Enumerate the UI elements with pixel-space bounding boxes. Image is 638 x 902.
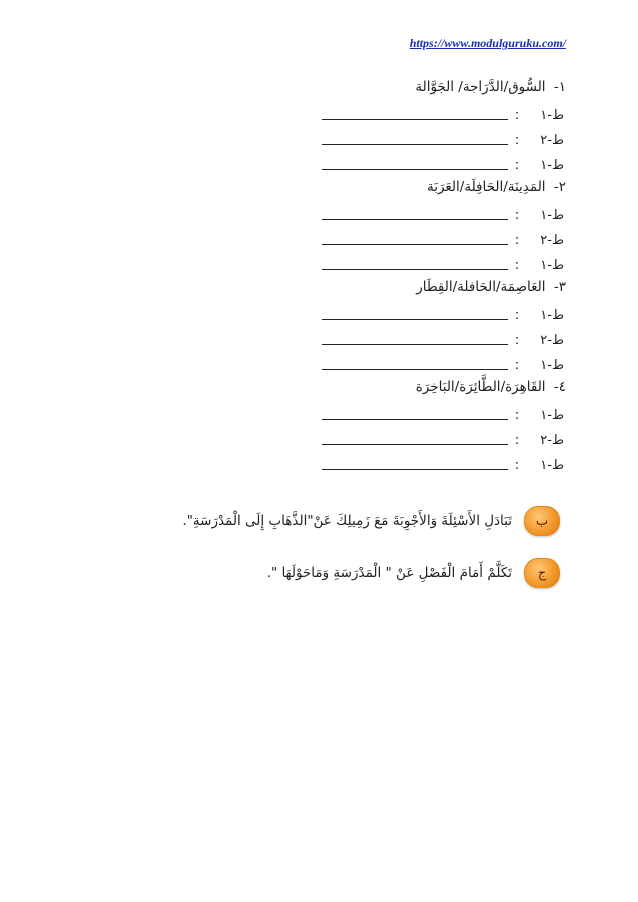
question-group-1 [290,76,568,173]
answer-colon: : [514,258,520,273]
answer-blank-line[interactable] [322,430,508,445]
answer-blank-line[interactable] [322,255,508,270]
answer-blank-line[interactable] [322,230,508,245]
question-group-3 [290,276,568,373]
question-number: ٣- [553,279,566,295]
answer-label: ط-١ [540,358,564,373]
answer-blank-line[interactable] [322,330,508,345]
answer-blank-line[interactable] [322,305,508,320]
question-group-4 [290,376,568,473]
question-group-2 [290,176,568,273]
task-badge-j: ج [524,558,560,588]
answer-label: ط-١ [540,258,564,273]
task-b [182,506,560,536]
answer-colon: : [514,308,520,323]
answer-colon: : [514,108,520,123]
answer-label: ط-١ [540,108,564,123]
answer-label: ط-١ [540,308,564,323]
task-j [267,558,560,588]
question-title [290,76,568,98]
question-number: ٤- [553,379,566,395]
answer-colon: : [514,208,520,223]
question-words: العَاصِمَة/الحَافلة/القِطَار [416,279,546,295]
answer-row [290,148,568,173]
answer-row [290,198,568,223]
answer-colon: : [514,358,520,373]
question-number: ١- [553,79,566,95]
task-text: تَبَادَلِ الأَسْئِلَةَ وَالأَجْوِبَةَ مَعَ زَمِيلِكَ عَنْ"الذَّهَابِ إِلَى الْمَدْرَسَةِ". [182,513,512,529]
task-text: تَكَلَّمْ أَمَامَ الْفَصْلِ عَنْ " الْمَدْرَسَةِ وَمَاحَوْلَهَا ". [266,565,512,581]
answer-row [290,448,568,473]
answer-row [290,398,568,423]
question-title [290,376,568,398]
question-number: ٢- [553,179,566,195]
answer-row [290,348,568,373]
answer-label: ط-١ [540,458,564,473]
answer-row [290,123,568,148]
answer-colon: : [514,433,520,448]
answer-colon: : [514,458,520,473]
answer-blank-line[interactable] [322,205,508,220]
answer-label: ط-١ [540,408,564,423]
answer-label: ط-١ [540,158,564,173]
answer-label: ط-١ [540,208,564,223]
answer-blank-line[interactable] [322,455,508,470]
answer-label: ط-٢ [540,133,564,148]
answer-colon: : [514,408,520,423]
answer-colon: : [514,333,520,348]
answer-label: ط-٢ [540,433,564,448]
answer-colon: : [514,133,520,148]
question-words: القَاهِرَة/الطَّائِرَة/البَاخِرَة [415,379,546,395]
answer-colon: : [514,158,520,173]
answer-row [290,98,568,123]
question-title [290,276,568,298]
task-badge-b: ب [524,506,560,536]
answer-row [290,323,568,348]
answer-label: ط-٢ [540,333,564,348]
source-url-link[interactable]: https://www.modulguruku.com/ [409,36,566,50]
answer-row [290,298,568,323]
answer-blank-line[interactable] [322,355,508,370]
answer-colon: : [514,233,520,248]
answer-blank-line[interactable] [322,405,508,420]
answer-blank-line[interactable] [322,105,508,120]
answer-row [290,248,568,273]
answer-blank-line[interactable] [322,155,508,170]
answer-row [290,223,568,248]
answer-row [290,423,568,448]
question-title [290,176,568,198]
answer-label: ط-٢ [540,233,564,248]
question-words: المَدِينَة/الحَافِلَة/العَرَبَة [426,179,546,195]
question-words: السُّوق/الدَّرَاجة/ الجَوَّالة [415,79,546,95]
answer-blank-line[interactable] [322,130,508,145]
